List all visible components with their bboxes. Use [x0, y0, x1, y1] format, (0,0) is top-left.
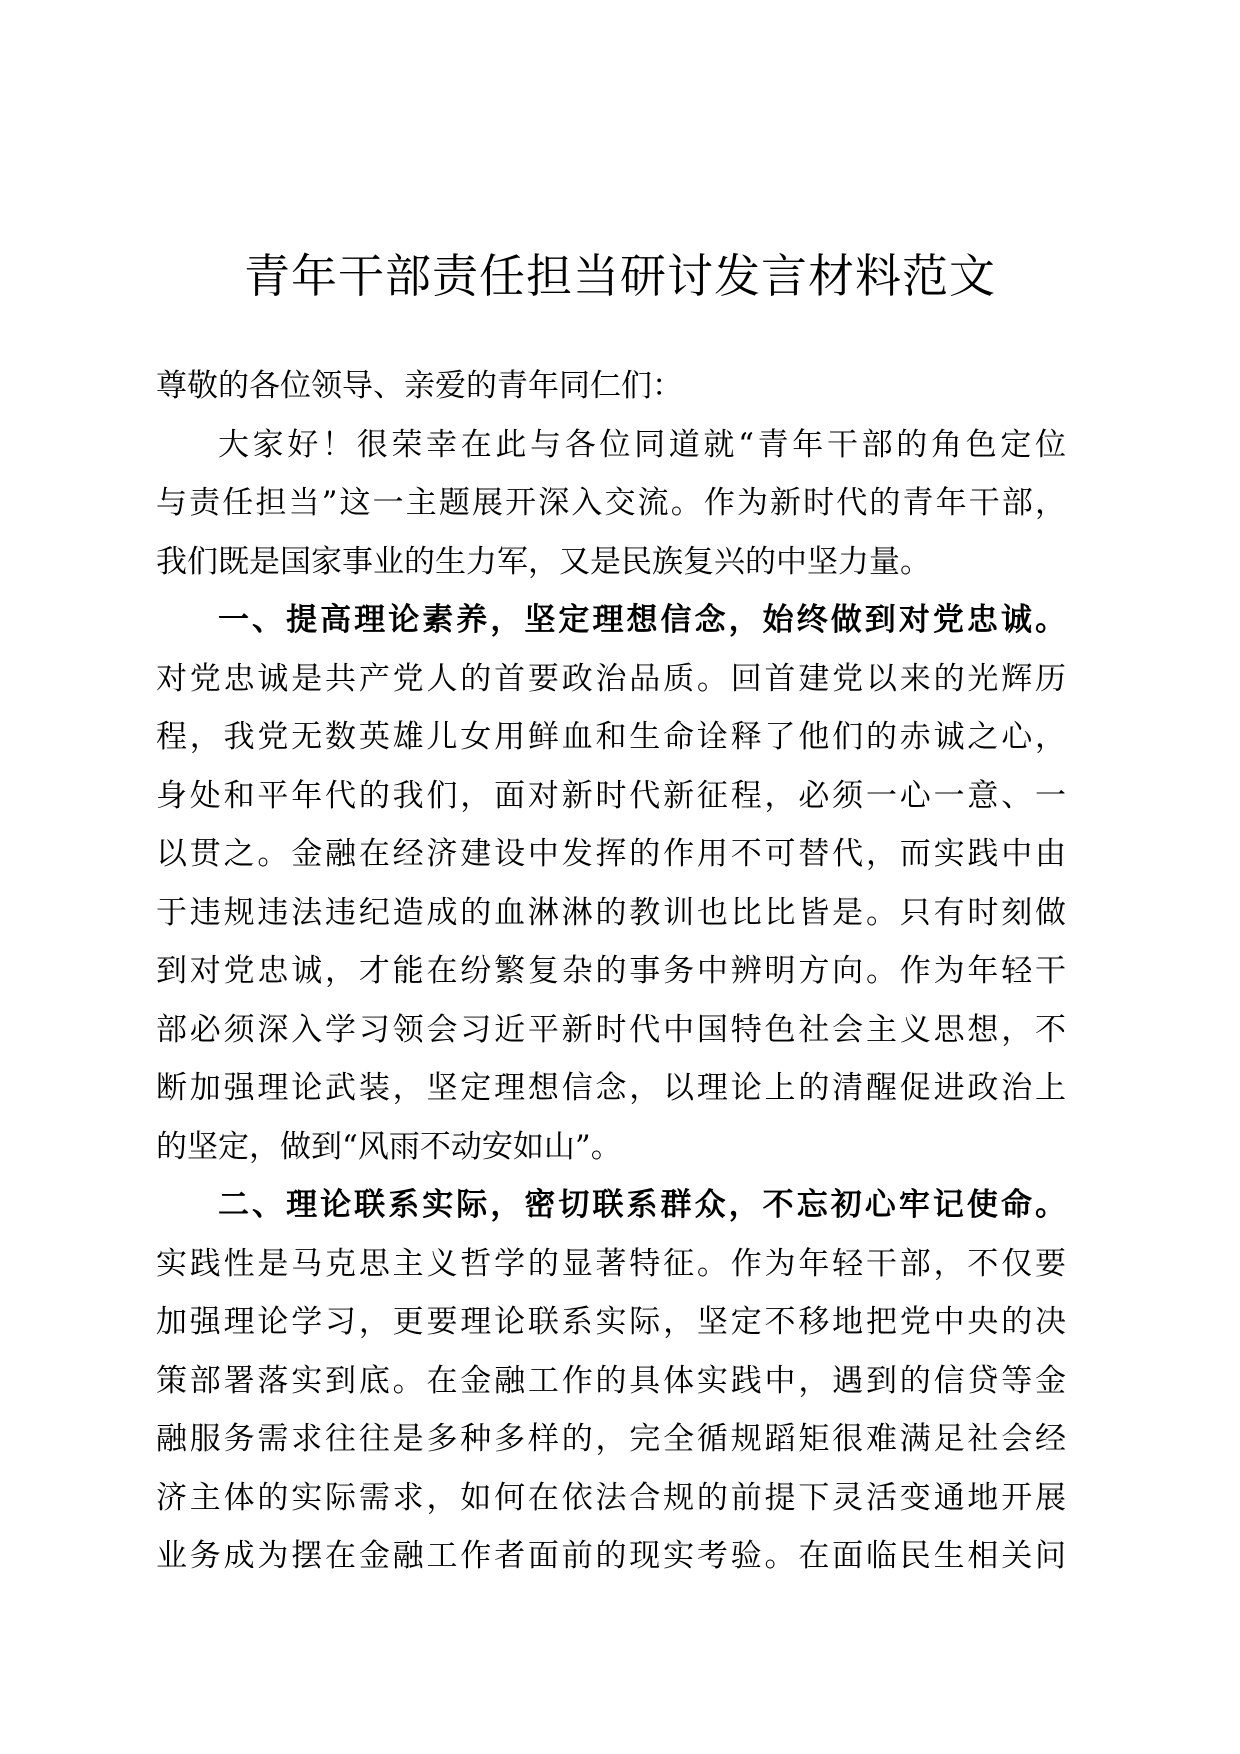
paragraph-line: 实践性是马克思主义哲学的显著特征。作为年轻干部，不仅要: [156, 1245, 1066, 1282]
paragraph-line: 业务成为摆在金融工作者面前的现实考验。在面临民生相关问: [156, 1538, 1066, 1574]
document-title: 青年干部责任担当研讨发言材料范文: [244, 249, 996, 303]
paragraph-line: 大家好！很荣幸在此与各位同道就“青年干部的角色定位: [218, 426, 1066, 463]
section-heading-1: 一、提高理论素养，坚定理想信念，始终做到对党忠诚。: [218, 602, 1066, 638]
paragraph-line: 到对党忠诚，才能在纷繁复杂的事务中辨明方向。作为年轻干: [156, 953, 1066, 989]
paragraph-line: 的坚定，做到“风雨不动安如山”。: [156, 1128, 622, 1165]
salutation-line: 尊敬的各位领导、亲爱的青年同仁们：: [156, 368, 683, 404]
paragraph-line: 策部署落实到底。在金融工作的具体实践中，遇到的信贷等金: [156, 1362, 1066, 1399]
paragraph-line: 加强理论学习，更要理论联系实际，坚定不移地把党中央的决: [156, 1304, 1066, 1340]
paragraph-line: 与责任担当”这一主题展开深入交流。作为新时代的青年干部，: [156, 485, 1066, 521]
document-body: [156, 357, 1066, 1586]
paragraph-line: 我们既是国家事业的生力军，又是民族复兴的中坚力量。: [156, 543, 931, 580]
paragraph-line: 以贯之。金融在经济建设中发挥的作用不可替代，而实践中由: [156, 836, 1066, 872]
section-heading-2: 二、理论联系实际，密切联系群众，不忘初心牢记使命。: [218, 1187, 1066, 1223]
paragraph-line: 融服务需求往往是多种多样的，完全循规蹈矩很难满足社会经: [156, 1421, 1066, 1457]
paragraph-line: 于违规违法违纪造成的血淋淋的教训也比比皆是。只有时刻做: [156, 894, 1066, 931]
paragraph-line: 身处和平年代的我们，面对新时代新征程，必须一心一意、一: [156, 777, 1066, 814]
paragraph-line: 对党忠诚是共产党人的首要政治品质。回首建党以来的光辉历: [156, 660, 1066, 697]
paragraph-line: 部必须深入学习领会习近平新时代中国特色社会主义思想，不: [156, 1011, 1066, 1048]
paragraph-line: 程，我党无数英雄儿女用鲜血和生命诠释了他们的赤诚之心，: [156, 719, 1066, 755]
paragraph-line: 断加强理论武装，坚定理想信念，以理论上的清醒促进政治上: [156, 1070, 1066, 1106]
paragraph-line: 济主体的实际需求，如何在依法合规的前提下灵活变通地开展: [156, 1479, 1066, 1516]
